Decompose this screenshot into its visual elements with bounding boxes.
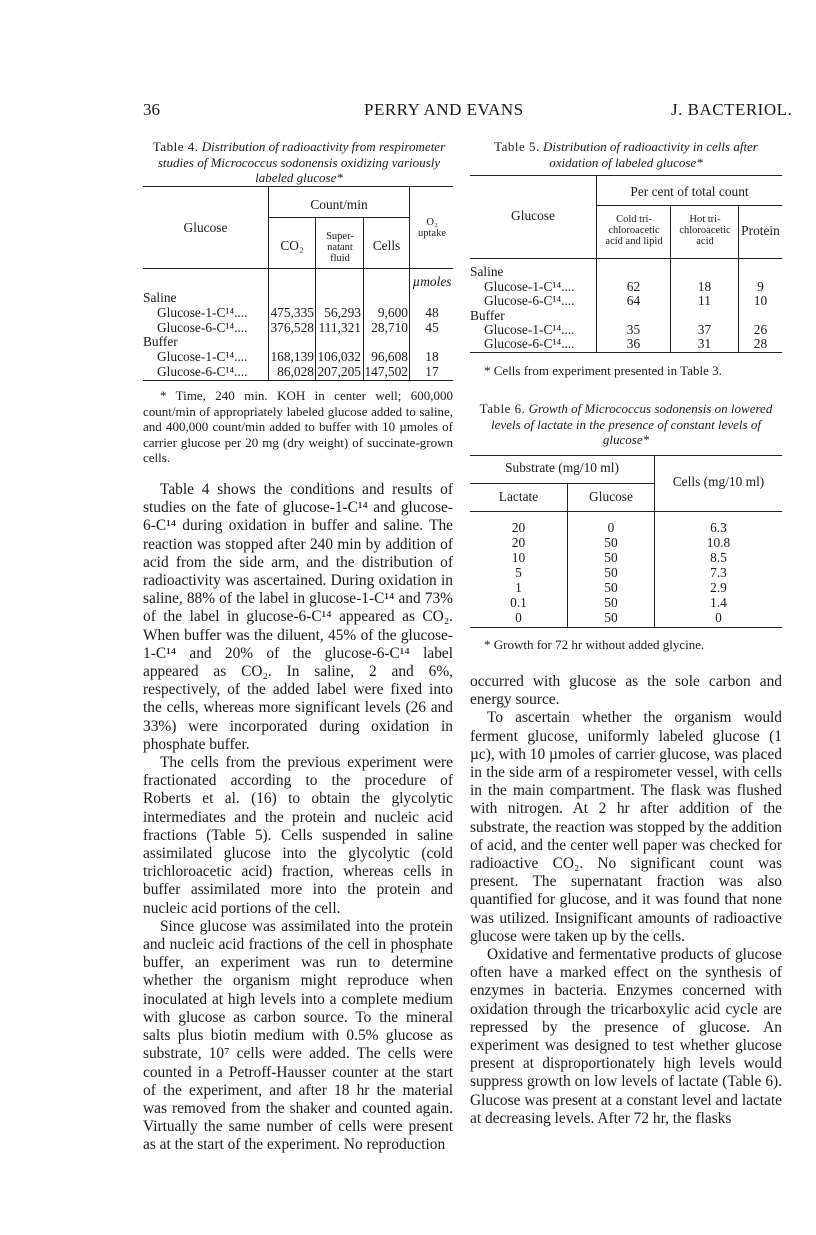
t5-row-name: Glucose-6-C¹⁴.... [484, 336, 575, 351]
table5-title: Distribution of radioactivity in cells after oxidation of labeled glucose* [543, 139, 758, 170]
t4-unit: µmoles [412, 274, 452, 289]
body-paragraph: Since glucose was assimilated into the protein and nucleic acid fractions of the cell in phosphate buffer, an experiment was run to determine whether the organism might reproduce when inoculated at high levels into a complete medium with glucose as carbon source. To the mineral salts plus biotin medium with 0.5% glucose as substrate, 10⁷ cells were added. The cells were counted in a Petroff-Hausser counter at the start of the experiment, and after 18 hr the material was removed from the shaker and counted again. Virtually the same number of cells were present as at the start of the experiment. No reproduction [143, 917, 453, 1154]
t4-row-name: Glucose-6-C¹⁴.... [157, 364, 248, 379]
t5-cell-cold: 35 [626, 322, 641, 337]
t4-cell-sup: 56,293 [324, 305, 361, 320]
t4-cell-co2: 168,139 [270, 349, 314, 364]
t4-cell-cells: 96,608 [371, 349, 408, 364]
t4-cell-sup: 207,205 [317, 364, 361, 379]
page-number: 36 [143, 100, 160, 119]
t6-cell-lactate: 0 [515, 610, 522, 625]
t6-cell-glucose: 50 [604, 610, 618, 625]
t4-cell-co2: 86,028 [277, 364, 314, 379]
t4-group-saline: Saline [143, 290, 177, 305]
table6-title: Growth of Micrococcus sodonensis on lowered levels of lactate in the presence of constant levels of glucose* [491, 401, 773, 448]
t6-cell-lactate: 20 [511, 535, 526, 550]
t6-cell-cells: 10.8 [706, 535, 731, 550]
t6-cell-lactate: 1 [515, 580, 522, 595]
table5-footnote: * Cells from experiment presented in Table 3. [484, 363, 722, 378]
table4-footnote: * Time, 240 min. KOH in center well; 600,000 count/min of appropriately labeled glucose added to saline, and 400,000 count/min added to buffer with 10 µmoles of carrier glucose per 20 mg (dry weight) of succinate-grown cells. [143, 388, 453, 466]
t4-cell-cells: 9,600 [377, 305, 408, 320]
t6-cell-cells: 2.9 [710, 580, 727, 595]
t5-col-hot: Hot tri-chloroacetic acid [679, 214, 731, 247]
t5-cell-cold: 36 [626, 336, 641, 351]
t4-col-super: Super-natant fluid [326, 231, 354, 264]
t4-col-cells: Cells [372, 238, 401, 253]
t5-group-saline: Saline [470, 264, 504, 279]
body-paragraph: To ascertain whether the organism would ferment glucose, uniformly labeled glucose (1 µc), with 10 µmoles of carrier glucose, was placed in the side arm of a respirometer vessel, with cells in the main compartment. The flask was flushed with nitrogen. At 2 hr after addition of the substrate, the reaction was stopped by the addition of acid, and the center well paper was checked for radioactive CO₂. No significant count was present. The supernatant fraction was also quantified for glucose, and it was found that none was utilized. Insignificant amounts of radioactive glucose were taken up by the cells. [470, 709, 782, 945]
t5-group-buffer: Buffer [470, 308, 505, 323]
t6-cell-glucose: 50 [604, 550, 618, 565]
t4-cell-o2: 17 [425, 364, 439, 379]
t4-row-name: Glucose-6-C¹⁴.... [157, 320, 248, 335]
t4-col-o2: O₂ uptake [418, 217, 446, 239]
t4-cell-cells: 28,710 [371, 320, 408, 335]
t5-cell-hot: 18 [697, 279, 712, 294]
t5-col-glucose: Glucose [511, 208, 555, 223]
t5-cell-hot: 37 [697, 322, 712, 337]
table6-label: Table 6. [479, 401, 526, 416]
body-paragraph: occurred with glucose as the sole carbon and energy source. [470, 673, 782, 709]
t5-cell-hot: 31 [697, 336, 712, 351]
t6-cell-lactate: 5 [515, 565, 522, 580]
t4-col-co2: CO₂ [280, 238, 304, 253]
table6-footnote: * Growth for 72 hr without added glycine. [484, 637, 705, 652]
t4-cell-co2: 475,335 [270, 305, 314, 320]
t4-cell-cells: 147,502 [364, 364, 408, 379]
t4-cell-sup: 106,032 [317, 349, 361, 364]
table5-label: Table 5. [494, 139, 540, 154]
t5-cell-protein: 9 [757, 279, 764, 294]
t6-col-substrate: Substrate (mg/10 ml) [505, 460, 619, 475]
body-paragraph: The cells from the previous experiment were fractionated according to the procedure of Roberts et al. (16) to obtain the glycolytic intermediates and the protein and nucleic acid fractions (Table 5). Cells suspended in saline assimilated glucose into the glycolytic (cold trichloroacetic acid) fraction, whereas cells in buffer assimilated more into the protein and nucleic acid portions of the cell. [143, 754, 453, 917]
t6-cell-glucose: 50 [604, 580, 618, 595]
running-authors: PERRY AND EVANS [364, 100, 524, 119]
t6-col-lactate: Lactate [498, 489, 539, 504]
t6-cell-glucose: 50 [604, 565, 618, 580]
t5-row-name: Glucose-6-C¹⁴.... [484, 293, 575, 308]
t6-cell-cells: 7.3 [710, 565, 727, 580]
t5-cell-protein: 26 [753, 322, 768, 337]
t5-cell-protein: 28 [753, 336, 768, 351]
t4-group-buffer: Buffer [143, 334, 178, 349]
t5-cell-hot: 11 [698, 293, 711, 308]
t6-cell-lactate: 10 [511, 550, 526, 565]
t5-col-percent: Per cent of total count [630, 184, 749, 199]
t6-col-glucose: Glucose [589, 489, 633, 504]
t4-cell-o2: 18 [425, 349, 439, 364]
table5-caption [470, 139, 782, 170]
t4-row-name: Glucose-1-C¹⁴.... [157, 349, 248, 364]
table4-title: Distribution of radioactivity from respirometer studies of Micrococcus sodonensis oxidizing variously labeled glucose* [157, 139, 446, 186]
body-paragraph: Oxidative and fermentative products of glucose often have a marked effect on the synthesis of enzymes in bacteria. Enzymes concerned with oxidation through the tricarboxylic acid cycle are repressed by the presence of glucose. An experiment was designed to test whether glucose present at disproportionately high levels would suppress growth on low levels of lactate (Table 6). Glucose was present at a constant level and lactate at decreasing levels. After 72 hr, the flasks [470, 946, 782, 1127]
table4-caption [143, 139, 455, 186]
right-body [470, 673, 782, 1128]
t6-cell-lactate: 20 [511, 520, 526, 535]
t6-cell-cells: 1.4 [710, 595, 727, 610]
t4-cell-o2: 48 [425, 305, 439, 320]
t5-col-cold: Cold tri-chloroacetic acid and lipid [605, 214, 663, 247]
t4-cell-co2: 376,528 [270, 320, 314, 335]
left-body [143, 481, 453, 1155]
t6-cell-cells: 0 [715, 610, 722, 625]
t6-cell-cells: 8.5 [710, 550, 727, 565]
journal-name: J. BACTERIOL. [671, 100, 793, 119]
t6-cell-lactate: 0.1 [510, 595, 527, 610]
t4-row-name: Glucose-1-C¹⁴.... [157, 305, 248, 320]
table6-caption [470, 401, 782, 448]
t5-col-protein: Protein [741, 223, 780, 238]
t4-cell-o2: 45 [425, 320, 439, 335]
t5-cell-cold: 62 [626, 279, 641, 294]
t6-cell-cells: 6.3 [710, 520, 727, 535]
body-paragraph: Table 4 shows the conditions and results of studies on the fate of glucose-1-C¹⁴ and glucose-6-C¹⁴ during oxidation in buffer and saline. The reaction was stopped after 240 min by addition of acid from the side arm, and the distribution of radioactivity was ascertained. During oxidation in saline, 88% of the label in glucose-1-C¹⁴ and 73% of the label in glucose-6-C¹⁴ appeared as CO₂. When buffer was the diluent, 45% of the glucose-1-C¹⁴ and 20% of the glucose-6-C¹⁴ label appeared as CO₂. In saline, 2 and 6%, respectively, of the added label were fixed into the cells, whereas more significant levels (26 and 33%) were incorporated during oxidation in phosphate buffer. [143, 481, 453, 753]
t4-col-glucose: Glucose [183, 220, 228, 235]
t6-cell-glucose: 0 [607, 520, 615, 535]
t5-cell-cold: 64 [626, 293, 641, 308]
t5-cell-protein: 10 [753, 293, 768, 308]
t5-row-name: Glucose-1-C¹⁴.... [484, 322, 575, 337]
t4-cell-sup: 111,321 [318, 320, 361, 335]
t5-row-name: Glucose-1-C¹⁴.... [484, 279, 575, 294]
table4-label: Table 4. [152, 139, 199, 154]
t6-cell-glucose: 50 [604, 595, 618, 610]
t6-col-cells: Cells (mg/10 ml) [672, 474, 765, 489]
t6-cell-glucose: 50 [604, 535, 618, 550]
t4-col-count: Count/min [310, 197, 368, 212]
